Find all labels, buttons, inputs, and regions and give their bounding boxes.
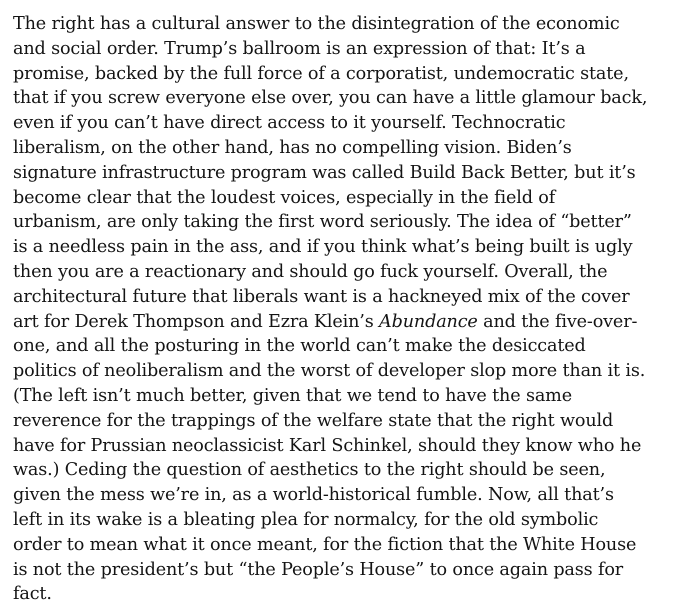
paragraph-line-20: given the mess we’re in, as a world-historical fumble. Now, all that’s [13, 485, 614, 506]
line-13-after: and the five-over- [477, 311, 638, 332]
paragraph-line-21: left in its wake is a bleating plea for normalcy, for the old symbolic [13, 509, 599, 530]
article-paragraph [13, 12, 672, 607]
paragraph-line-6: liberalism, on the other hand, has no compelling vision. Biden’s [13, 137, 572, 158]
paragraph-line-11: then you are a reactionary and should go fuck yourself. Overall, the [13, 261, 608, 282]
paragraph-line-12: architectural future that liberals want is a hackneyed mix of the cover [13, 286, 630, 307]
paragraph-line-18: have for Prussian neoclassicist Karl Schinkel, should they know who he [13, 435, 642, 456]
paragraph-line-2: and social order. Trump’s ballroom is an expression of that: It’s a [13, 38, 586, 59]
paragraph-line-5: even if you can’t have direct access to it yourself. Technocratic [13, 113, 566, 134]
paragraph-line-9: urbanism, are only taking the first word seriously. The idea of “better” [13, 212, 632, 233]
paragraph-line-7: signature infrastructure program was called Build Back Better, but it’s [13, 162, 636, 183]
paragraph-line-16: (The left isn’t much better, given that we tend to have the same [13, 385, 572, 406]
line-13-before: art for Derek Thompson and Ezra Klein’s [13, 311, 380, 332]
paragraph-line-15: politics of neoliberalism and the worst of developer slop more than it is. [13, 361, 646, 382]
paragraph-line-24: fact. [13, 584, 52, 605]
paragraph-line-1: The right has a cultural answer to the disintegration of the economic [13, 14, 620, 34]
paragraph-line-3: promise, backed by the full force of a corporatist, undemocratic state, [13, 63, 629, 84]
paragraph-line-23: is not the president’s but “the People’s House” to once again pass for [13, 559, 624, 580]
paragraph-line-13 [13, 310, 672, 335]
paragraph-line-4: that if you screw everyone else over, you can have a little glamour back, [13, 88, 648, 109]
paragraph-line-17: reverence for the trappings of the welfare state that the right would [13, 410, 614, 431]
paragraph-line-22: order to mean what it once meant, for the fiction that the White House [13, 534, 637, 555]
paragraph-line-19: was.) Ceding the question of aesthetics to the right should be seen, [13, 460, 606, 481]
book-title-abundance: Abundance [379, 311, 478, 332]
paragraph-line-8: become clear that the loudest voices, especially in the field of [13, 187, 556, 208]
paragraph-line-10: is a needless pain in the ass, and if you think what’s being built is ugly [13, 237, 633, 258]
paragraph-line-14: one, and all the posturing in the world can’t make the desiccated [13, 336, 586, 357]
